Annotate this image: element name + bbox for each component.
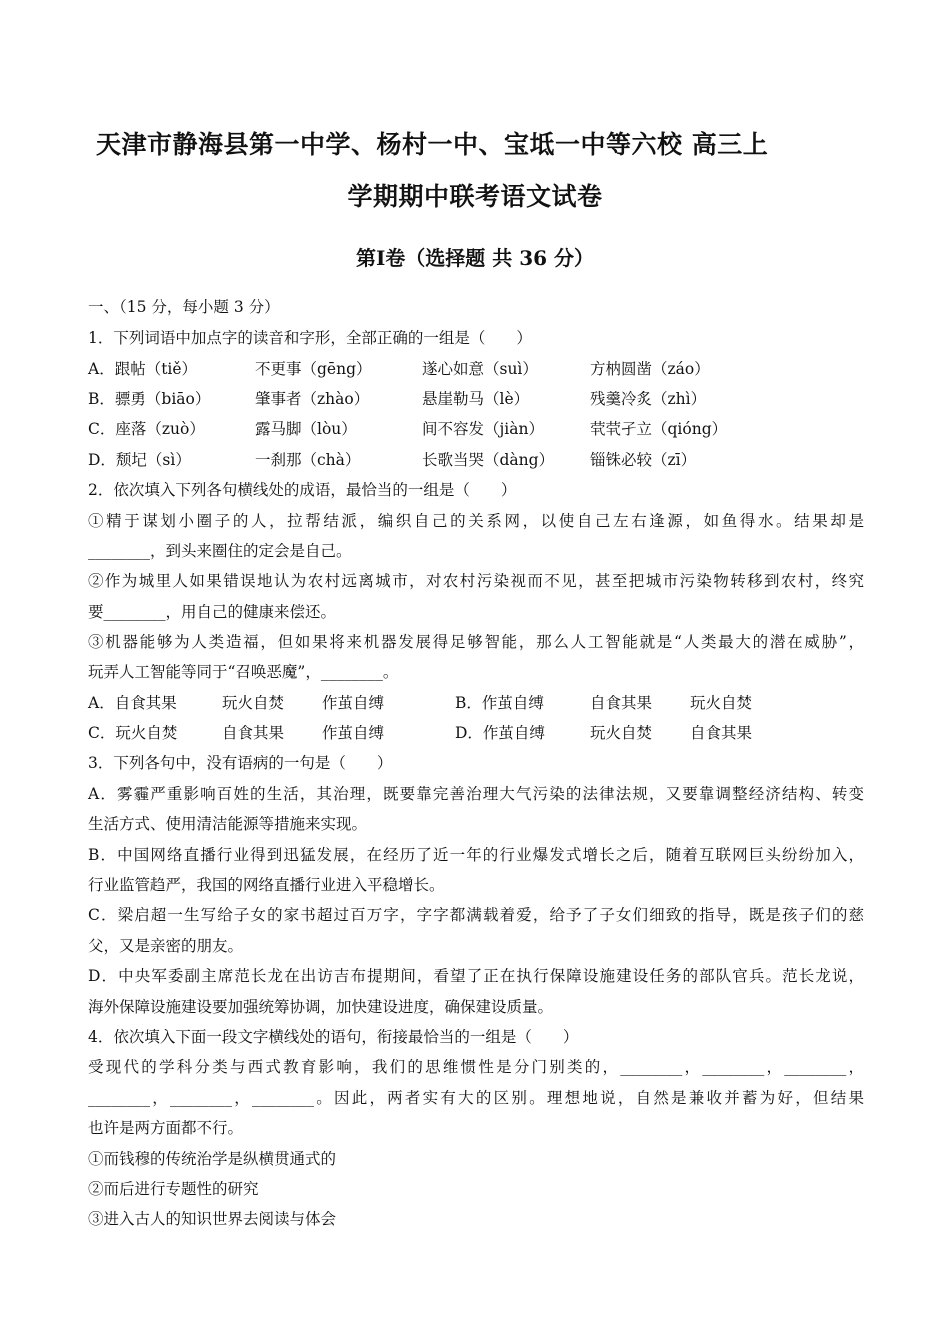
q3-option-a-line1: A．雾霾严重影响百姓的生活，其治理，既要靠完善治理大气污染的法律法规，又要靠调整经济结构、转变 <box>88 785 864 803</box>
q3-option-c-line1: C．梁启超一生写给子女的家书超过百万字，字字都满载着爱，给予了子女们细致的指导，既是孩子们的慈 <box>88 906 864 924</box>
q2-sentence2-line1: ②作为城里人如果错误地认为农村远离城市，对农村污染视而不见，甚至把城市污染物转移到农村，终究 <box>88 572 864 590</box>
q3-option-d-line2: 海外保障设施建设要加强统筹协调，加快建设进度，确保建设质量。 <box>88 998 554 1016</box>
q1-b-3: 悬崖勒马（lè） <box>422 390 530 408</box>
q3-option-a-line2: 生活方式、使用清洁能源等措施来实现。 <box>88 815 368 833</box>
q1-d-3: 长歌当哭（dàng） <box>422 451 555 469</box>
q1-d-1: D．颓圮（sì） <box>88 451 191 469</box>
q2-option-c-1: C．玩火自焚 <box>88 724 178 742</box>
q2-option-b-1: B．作茧自缚 <box>455 694 544 712</box>
exam-title-line1: 天津市静海县第一中学、杨村一中、宝坻一中等六校 高三上 <box>96 130 769 159</box>
q4-passage-line1: 受现代的学科分类与西式教育影响，我们的思维惯性是分门别类的，________，________，________， <box>88 1058 864 1076</box>
q1-d-2: 一刹那（chà） <box>255 451 361 469</box>
q2-option-b-2: 自食其果 <box>590 694 653 712</box>
q4-passage-line3: 也许是两方面都不行。 <box>88 1119 244 1137</box>
q4-stem: 4．依次填入下面一段文字横线处的语句，衔接最恰当的一组是（ ） <box>88 1028 579 1046</box>
q4-item-3: ③进入古人的知识世界去阅读与体会 <box>88 1210 337 1228</box>
q3-option-d-line1: D．中央军委副主席范长龙在出访吉布提期间，看望了正在执行保障设施建设任务的部队官兵。范长龙说， <box>88 967 864 985</box>
q4-passage-line2: ________，________，________。因此，两者实有大的区别。理想地说，自然是兼收并蓄为好，但结果 <box>88 1089 864 1107</box>
q2-option-a-2: 玩火自焚 <box>222 694 285 712</box>
q3-option-b-line1: B．中国网络直播行业得到迅猛发展，在经历了近一年的行业爆发式增长之后，随着互联网巨头纷纷加入， <box>88 846 864 864</box>
q4-item-2: ②而后进行专题性的研究 <box>88 1180 259 1198</box>
q3-stem: 3．下列各句中，没有语病的一句是（ ） <box>88 754 393 772</box>
q2-sentence1-line2: ________，到头来圈住的定会是自己。 <box>88 542 352 560</box>
q1-a-2: 不更事（gēng） <box>255 360 372 378</box>
q2-sentence1-line1: ①精于谋划小圈子的人，拉帮结派，编织自己的关系网，以使自己左右逢源，如鱼得水。结果却是 <box>88 512 864 530</box>
q3-option-c-line2: 父，又是亲密的朋友。 <box>88 937 244 955</box>
q2-option-d-2: 玩火自焚 <box>590 724 653 742</box>
q1-c-1: C．座落（zuò） <box>88 420 205 438</box>
q2-sentence3-line1: ③机器能够为人类造福，但如果将来机器发展得足够智能，那么人工智能就是“人类最大的潜在威胁”， <box>88 633 864 651</box>
q2-option-d-1: D．作茧自缚 <box>455 724 545 742</box>
q1-a-3: 遂心如意（suì） <box>422 360 538 378</box>
q2-option-b-3: 玩火自焚 <box>690 694 753 712</box>
q1-b-2: 肇事者（zhào） <box>255 390 370 408</box>
section-heading: 一、（15 分，每小题 3 分） <box>88 298 280 316</box>
q2-option-a-3: 作茧自缚 <box>322 694 385 712</box>
q1-b-1: B．骠勇（biāo） <box>88 390 211 408</box>
q1-c-4: 茕茕孑立（qióng） <box>590 420 728 438</box>
q1-stem: 1．下列词语中加点字的读音和字形，全部正确的一组是（ ） <box>88 329 532 347</box>
q2-stem: 2．依次填入下列各句横线处的成语，最恰当的一组是（ ） <box>88 481 517 499</box>
q1-b-4: 残羹冷炙（zhì） <box>590 390 707 408</box>
q2-option-c-2: 自食其果 <box>222 724 285 742</box>
q2-option-c-3: 作茧自缚 <box>322 724 385 742</box>
section-subtitle: 第Ⅰ卷（选择题 共 36 分） <box>355 246 595 270</box>
q2-option-d-3: 自食其果 <box>690 724 753 742</box>
exam-title-line2: 学期期中联考语文试卷 <box>347 182 603 211</box>
q1-d-4: 锱铢必较（zī） <box>590 451 697 469</box>
q1-c-3: 间不容发（jiàn） <box>422 420 544 438</box>
q4-item-1: ①而钱穆的传统治学是纵横贯通式的 <box>88 1150 337 1168</box>
q2-option-a-1: A．自食其果 <box>88 694 177 712</box>
q1-a-4: 方枘圆凿（záo） <box>590 360 710 378</box>
q2-sentence3-line2: 玩弄人工智能等同于“召唤恶魔”，________。 <box>88 663 399 681</box>
q1-a-1: A．跟帖（tiě） <box>88 360 198 378</box>
q2-sentence2-line2: 要________，用自己的健康来偿还。 <box>88 603 337 621</box>
q1-c-2: 露马脚（lòu） <box>255 420 357 438</box>
q3-option-b-line2: 行业监管趋严，我国的网络直播行业进入平稳增长。 <box>88 876 445 894</box>
